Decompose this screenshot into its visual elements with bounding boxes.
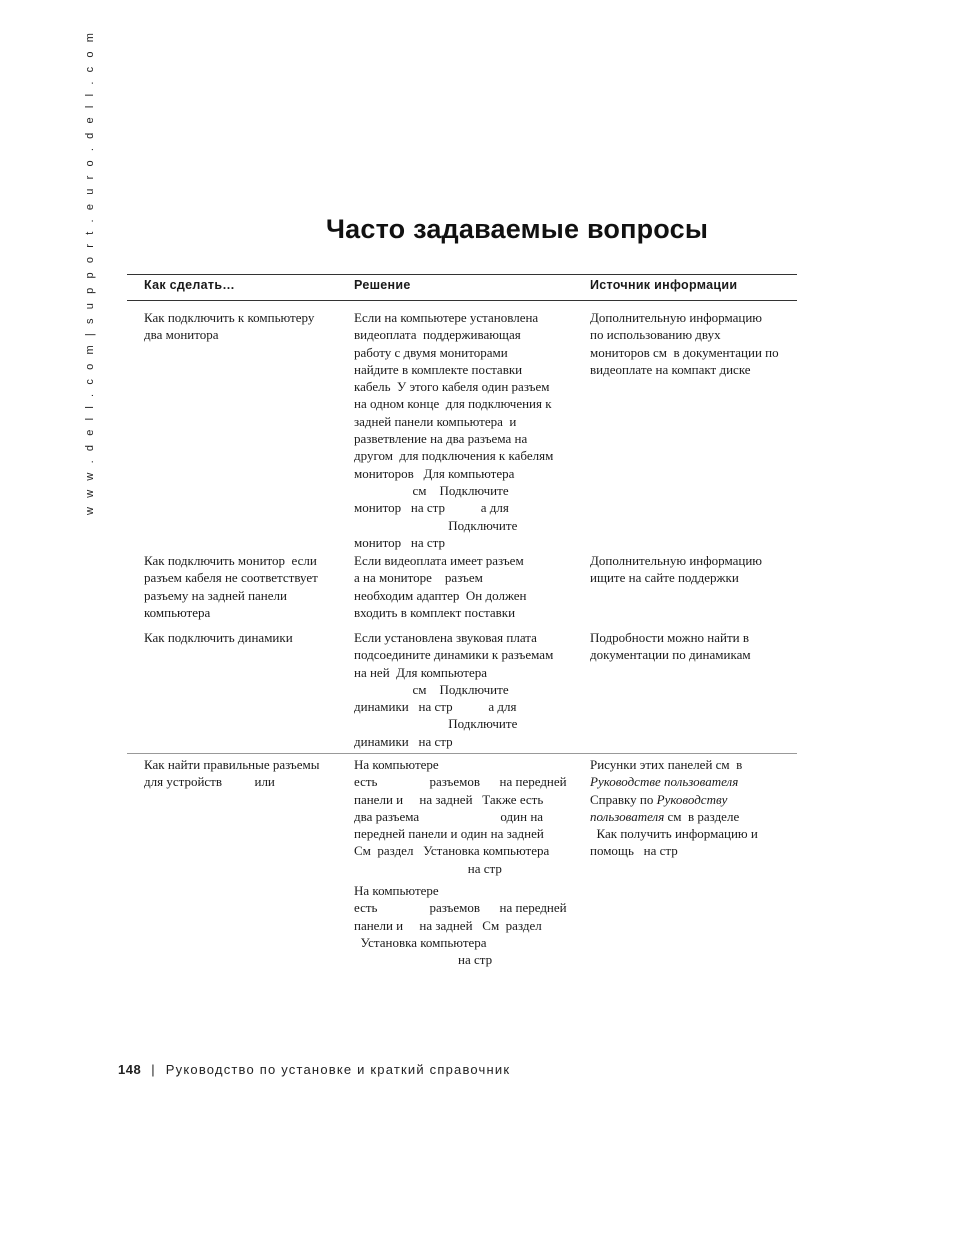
cell-source — [590, 756, 758, 860]
cell-solution: На компьютере есть разъемов на передней панели и на задней Также есть два разъема один на передней панели и один на задней См раздел Установка компьютера на стр — [354, 757, 567, 876]
header-solution: Решение — [354, 278, 411, 292]
cell-solution: Если на компьютере установлена видеоплата поддерживающая работу с двумя мониторами найдите в комплекте поставки кабель У этого кабеля один разъем на одном конце для подключения к задней панели компьютера и разветвление на два разъема на другом для подключения к кабелям мониторов Для компьютера см Подключите монитор на стр а для Подключите монитор на стр — [354, 310, 554, 550]
side-url: w w w . d e l l . c o m | s u p p o r t . e u r o . d e l l . c o m — [84, 29, 96, 515]
header-how: Как сделать… — [144, 278, 236, 292]
cell-how: Как подключить к компьютеру два монитора — [144, 310, 315, 343]
table-row — [127, 754, 797, 974]
page-footer — [118, 1062, 510, 1077]
table-row — [127, 629, 797, 754]
cell-solution: Если видеоплата имеет разъем а на мониторе разъем необходим адаптер Он должен входить в комплект поставки — [354, 553, 527, 620]
source-text-3: см в разделе Как получить информацию и помощь на стр — [590, 808, 758, 859]
cell-source: Дополнительную информацию по использованию двух мониторов см в документации по видеоплате на компакт диске — [590, 310, 779, 377]
cell-how: Как подключить монитор если разъем кабеля не соответствует разъему на задней панели компьютера — [144, 553, 318, 620]
header-source: Источник информации — [590, 278, 738, 292]
table-row — [127, 552, 797, 629]
book-title: Руководство по установке и краткий справочник — [165, 1062, 511, 1077]
source-text-italic-1: Руководстве пользователя — [590, 774, 739, 790]
faq-table — [127, 274, 797, 974]
table-header — [127, 274, 797, 301]
table-row — [127, 301, 797, 552]
cell-source: Подробности можно найти в документации по динамикам — [590, 630, 751, 663]
cell-solution: Если установлена звуковая плата подсоедините динамики к разъемам на ней Для компьютера см Подключите динамики на стр а для Подключите динамики на стр — [354, 630, 554, 749]
cell-solution-2: На компьютере есть разъемов на передней панели и на задней См раздел Установка компьютера на стр — [354, 883, 567, 968]
footer-separator: | — [151, 1062, 156, 1077]
source-text-2: Справку по — [590, 791, 654, 807]
cell-source: Дополнительную информацию ищите на сайте поддержки — [590, 553, 763, 586]
cell-how: Как найти правильные разъемы для устройств или — [144, 757, 320, 790]
source-text-1: Рисунки этих панелей см в — [590, 757, 743, 772]
source-text-italic-2: Руководству пользователя — [590, 791, 728, 824]
page-number: 148 — [118, 1062, 142, 1077]
cell-how: Как подключить динамики — [144, 630, 293, 645]
page-title: Часто задаваемые вопросы — [326, 214, 709, 244]
